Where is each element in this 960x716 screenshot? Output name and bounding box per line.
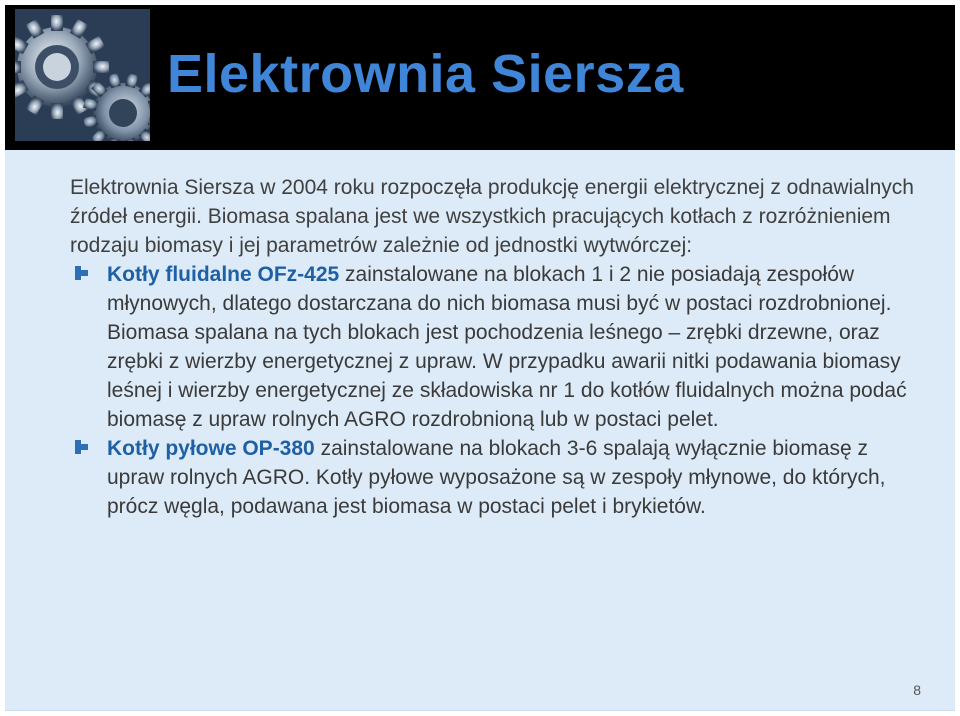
- bullet-text: zainstalowane na blokach 1 i 2 nie posiadają zespołów młynowych, dlatego dostarczana do nich biomasa musi być w postaci rozdrobnionej. Biomasa spalana na tych blokach jest pochodzenia leśnego – zrębki drzewne, oraz zrębki z wierzby energetycznej z upraw. W przypadku awarii nitki podawania biomasy leśnej i wierzby energetycznej ze składowiska nr 1 do kotłów fluidalnych można podać biomasę z upraw rolnych AGRO rozdrobnioną lub w postaci pelet.: [107, 263, 907, 431]
- bullet-item-fluidal: [70, 260, 920, 434]
- square-bullet-icon: [75, 266, 88, 280]
- intro-paragraph: Elektrownia Siersza w 2004 roku rozpoczęła produkcję energii elektrycznej z odnawialnych źródeł energii. Biomasa spalana jest we wszystkich pracujących kotłach z rozróżnieniem rodzaju biomasy i jej parametrów zależnie od jednostki wytwórczej:: [70, 176, 914, 257]
- slide-content: [5, 150, 955, 711]
- gear-illustration: [15, 9, 150, 141]
- slide-header: [5, 5, 955, 150]
- content-text: [70, 173, 920, 521]
- bullet-lead: Kotły pyłowe OP-380: [107, 437, 315, 460]
- square-bullet-icon: [75, 440, 88, 454]
- bullet-text: zainstalowane na blokach 3-6 spalają wyłącznie biomasę z upraw rolnych AGRO. Kotły pyłowe wyposażone są w zespoły młynowe, do których, prócz węgla, podawana jest biomasa w postaci pelet i brykietów.: [107, 437, 886, 518]
- page-number: 8: [913, 682, 921, 698]
- bullet-list: [70, 260, 920, 521]
- bullet-item-pylowe: [70, 434, 920, 521]
- bullet-lead: Kotły fluidalne OFz-425: [107, 263, 340, 286]
- gear-icon: [15, 9, 150, 141]
- slide-title: Elektrownia Siersza: [167, 44, 684, 104]
